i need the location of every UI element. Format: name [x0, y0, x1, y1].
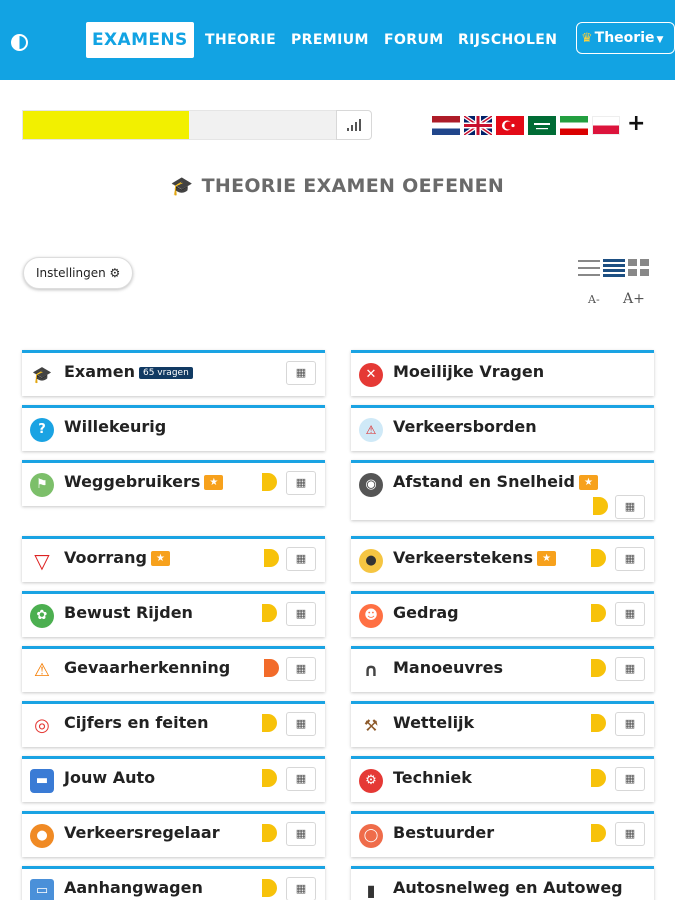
category-card[interactable] [351, 460, 654, 520]
driver-icon: ◯ [359, 824, 383, 848]
book-icon[interactable]: ▦ [286, 822, 316, 846]
category-card[interactable] [22, 811, 325, 857]
compact-list-view-icon[interactable] [603, 259, 625, 277]
category-label: Verkeersregelaar [64, 823, 220, 842]
car-icon: ▬ [30, 769, 54, 793]
category-label: Manoeuvres [393, 658, 504, 677]
page-title-text: THEORIE EXAMEN OEFENEN [201, 175, 505, 197]
category-label: Aanhangwagen [64, 878, 203, 897]
moon-progress-icon [264, 549, 279, 567]
moon-progress-icon [591, 659, 606, 677]
chevron-down-icon: ▼ [656, 35, 664, 45]
book-icon[interactable]: ▦ [615, 602, 645, 626]
category-card[interactable] [351, 866, 654, 900]
flag-persian-icon[interactable] [560, 116, 588, 135]
road-users-icon: ⚑ [30, 473, 54, 497]
book-icon[interactable]: ▦ [615, 495, 645, 519]
category-label: Verkeerstekens [393, 548, 534, 567]
progress-bar [22, 110, 336, 140]
signal-bar [351, 125, 353, 131]
highway-icon: ▮ [366, 881, 376, 900]
category-card[interactable] [22, 701, 325, 747]
list-view-icon[interactable] [578, 259, 600, 277]
book-icon[interactable]: ▦ [615, 547, 645, 571]
flag-polish-icon[interactable] [592, 116, 620, 135]
category-label: Voorrang [64, 548, 147, 567]
category-card[interactable] [351, 350, 654, 396]
face-icon: ☻ [359, 604, 383, 628]
category-card[interactable] [22, 646, 325, 692]
flag-dutch-icon[interactable] [432, 116, 460, 135]
book-icon[interactable]: ▦ [615, 822, 645, 846]
category-label: Willekeurig [64, 417, 167, 436]
signal-button[interactable] [336, 110, 372, 140]
top-nav-bar [0, 0, 675, 80]
moon-progress-icon [262, 473, 277, 491]
category-card[interactable] [351, 405, 654, 451]
category-card[interactable] [22, 866, 325, 900]
book-icon[interactable]: ▦ [286, 547, 316, 571]
new-badge-icon: ★ [204, 475, 223, 490]
category-card[interactable] [22, 350, 325, 396]
graduation-cap-icon: 🎓 [170, 176, 194, 197]
flag-english-icon[interactable] [464, 116, 492, 135]
category-card[interactable] [351, 811, 654, 857]
nav-rijscholen[interactable]: RIJSCHOLEN [458, 32, 558, 48]
nav-forum[interactable]: FORUM [384, 32, 444, 48]
moon-progress-icon [264, 659, 279, 677]
category-label: Afstand en Snelheid [393, 472, 575, 491]
hazard-icon: ⚠ [33, 660, 51, 681]
category-label: Autosnelweg en Autoweg [393, 878, 623, 897]
traffic-officer-icon: ● [30, 824, 54, 848]
category-label: Moeilijke Vragen [393, 362, 545, 381]
category-card[interactable] [22, 756, 325, 802]
trailer-icon: ▭ [30, 879, 54, 900]
nav-premium[interactable]: PREMIUM [291, 32, 369, 48]
moon-progress-icon [591, 824, 606, 842]
book-icon[interactable]: ▦ [286, 657, 316, 681]
category-label: Wettelijk [393, 713, 475, 732]
moon-progress-icon [593, 497, 608, 515]
book-icon[interactable]: ▦ [286, 361, 316, 385]
book-icon[interactable]: ▦ [615, 712, 645, 736]
category-label: Cijfers en feiten [64, 713, 209, 732]
x-circle-icon: ✕ [359, 363, 383, 387]
nav-theorie[interactable]: THEORIE [205, 32, 277, 48]
moon-progress-icon [262, 604, 277, 622]
add-language-button[interactable]: + [627, 111, 646, 136]
font-larger-button[interactable]: A+ [623, 291, 645, 307]
category-label: Bestuurder [393, 823, 495, 842]
signal-icon [347, 128, 349, 131]
book-icon[interactable]: ▦ [286, 877, 316, 900]
book-icon[interactable]: ▦ [286, 712, 316, 736]
category-label: Verkeersborden [393, 417, 537, 436]
new-badge-icon: ★ [151, 551, 170, 566]
u-turn-icon: ∩ [363, 660, 379, 681]
yield-sign-icon: ▽ [34, 549, 50, 573]
flag-turkish-icon[interactable] [496, 116, 524, 135]
flag-arabic-icon[interactable] [528, 116, 556, 135]
theorie-dropdown-label: Theorie [594, 30, 655, 46]
moon-progress-icon [591, 604, 606, 622]
theorie-dropdown-button[interactable] [576, 22, 675, 54]
moon-progress-icon [262, 769, 277, 787]
question-count-badge: 65 vragen [139, 367, 193, 379]
signal-bar [355, 122, 357, 131]
category-card[interactable] [351, 646, 654, 692]
book-icon[interactable]: ▦ [286, 471, 316, 495]
moon-progress-icon [591, 549, 606, 567]
new-badge-icon: ★ [579, 475, 598, 490]
category-card[interactable] [351, 536, 654, 582]
book-icon[interactable]: ▦ [615, 657, 645, 681]
category-card[interactable] [351, 591, 654, 637]
nav-examens[interactable]: EXAMENS [86, 22, 194, 58]
category-label: Gevaarherkenning [64, 658, 231, 677]
category-label: Techniek [393, 768, 472, 787]
new-badge-icon: ★ [537, 551, 556, 566]
category-card[interactable] [351, 756, 654, 802]
moon-progress-icon [591, 769, 606, 787]
font-smaller-button[interactable]: A- [588, 293, 600, 306]
signal-bar [359, 119, 361, 131]
moon-progress-icon [262, 824, 277, 842]
category-label: Gedrag [393, 603, 459, 622]
grid-view-icon[interactable] [628, 259, 650, 277]
category-label: Jouw Auto [64, 768, 156, 787]
leaf-icon: ✿ [30, 604, 54, 628]
category-card[interactable] [351, 701, 654, 747]
question-icon: ? [30, 418, 54, 442]
book-icon[interactable]: ▦ [615, 767, 645, 791]
book-icon[interactable]: ▦ [286, 602, 316, 626]
book-icon[interactable]: ▦ [286, 767, 316, 791]
graduation-cap-icon: 🎓 [32, 365, 52, 384]
dark-mode-toggle-icon[interactable] [11, 34, 28, 51]
category-card[interactable] [22, 405, 325, 451]
moon-progress-icon [591, 714, 606, 732]
gavel-icon: ⚒ [363, 716, 379, 735]
crown-icon: ♛ [581, 31, 593, 46]
category-label: Examen [64, 362, 135, 381]
moon-progress-icon [262, 714, 277, 732]
category-label: Weggebruikers [64, 472, 201, 491]
wrench-icon: ⚙ [359, 769, 383, 793]
page-title [0, 175, 675, 197]
category-card[interactable] [22, 460, 325, 506]
category-card[interactable] [22, 591, 325, 637]
settings-button[interactable]: Instellingen ⚙ [23, 257, 133, 289]
warning-sign-icon: ⚠ [359, 418, 383, 442]
traffic-light-icon: ● [359, 549, 383, 573]
category-card[interactable] [22, 536, 325, 582]
moon-progress-icon [262, 879, 277, 897]
target-icon: ◎ [34, 715, 50, 736]
category-label: Bewust Rijden [64, 603, 193, 622]
progress-fill [23, 111, 189, 139]
speedometer-icon: ◉ [359, 473, 383, 497]
